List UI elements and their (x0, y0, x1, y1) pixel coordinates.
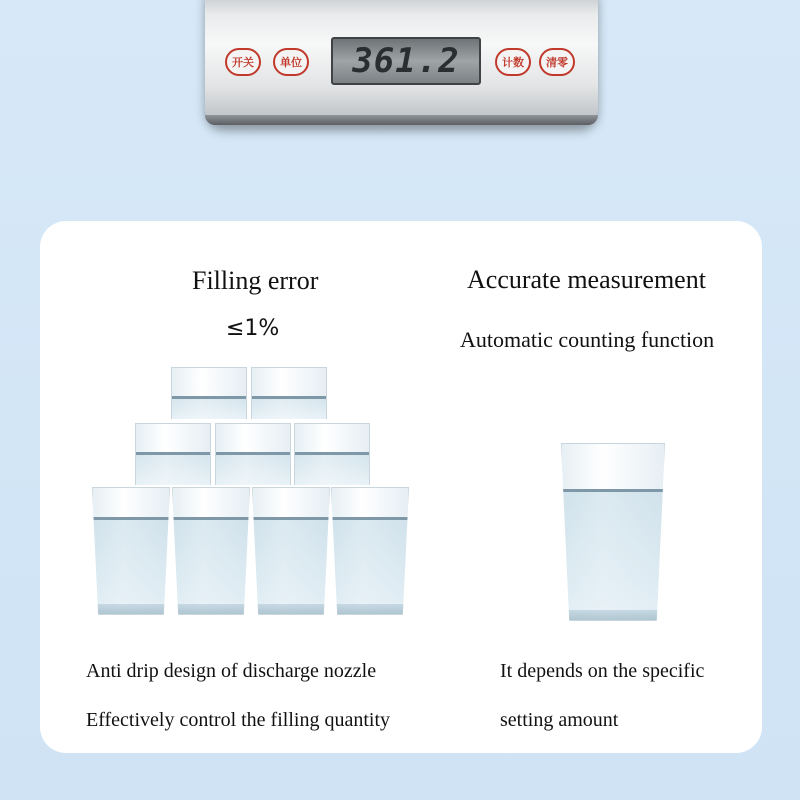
glass-icon (294, 423, 370, 485)
glass-icon (171, 367, 247, 419)
glass-icon (251, 367, 327, 419)
scale-display: 361.2 (331, 37, 481, 85)
glass-icon (331, 487, 409, 615)
count-button: 计数 (495, 48, 531, 76)
depends-text: It depends on the specific (500, 660, 705, 682)
tare-button: 清零 (539, 48, 575, 76)
single-glass-icon (561, 443, 665, 621)
glass-icon (172, 487, 250, 615)
tolerance-value: ≤1% (226, 316, 280, 341)
setting-amount-text: setting amount (500, 709, 619, 731)
unit-button: 单位 (273, 48, 309, 76)
glass-icon (135, 423, 211, 485)
info-card (40, 221, 762, 753)
digital-scale (205, 0, 598, 125)
power-button: 开关 (225, 48, 261, 76)
control-quantity-text: Effectively control the filling quantity (86, 709, 390, 731)
counting-function-subtitle: Automatic counting function (460, 327, 715, 352)
glass-icon (215, 423, 291, 485)
glass-icon (92, 487, 170, 615)
filling-error-title: Filling error (192, 266, 319, 295)
glass-icon (252, 487, 330, 615)
anti-drip-text: Anti drip design of discharge nozzle (86, 660, 377, 682)
accurate-measurement-title: Accurate measurement (467, 265, 706, 294)
